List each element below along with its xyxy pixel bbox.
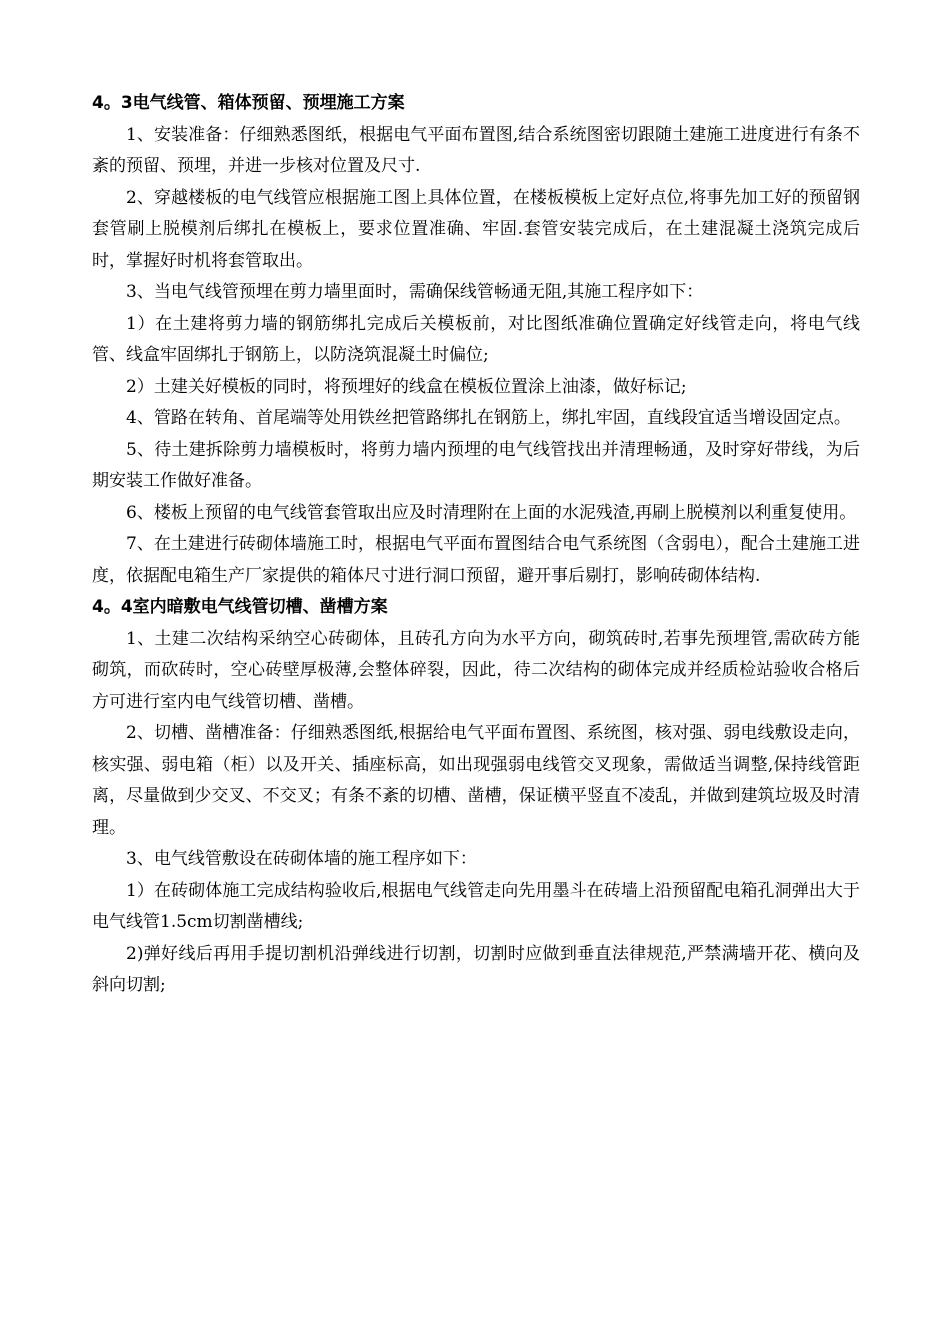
paragraph: 2、切槽、凿槽准备：仔细熟悉图纸,根据给电气平面布置图、系统图，核对强、弱电线敷设走向，核实强、弱电箱（柜）以及开关、插座标高，如出现强弱电线管交叉现象，需做适当调整,保持线管距离，尽量做到少交叉、不交叉；有条不紊的切槽、凿槽，保证横平竖直不凌乱，并做到建筑垃圾及时清理。	[92, 723, 860, 838]
paragraph: 1、土建二次结构采纳空心砖砌体，且砖孔方向为水平方向，砌筑砖时,若事先预埋管,需砍砖方能砌筑，而砍砖时，空心砖壁厚极薄,会整体碎裂，因此，待二次结构的砌体完成并经质检站验收合格后方可进行室内电气线管切槽、凿槽。	[92, 628, 860, 712]
document-page	[92, 88, 860, 1002]
paragraph: 2、穿越楼板的电气线管应根据施工图上具体位置，在楼板模板上定好点位,将事先加工好的预留钢套管刷上脱模剂后绑扎在模板上，要求位置准确、牢固.套管安装完成后，在土建混凝土浇筑完成后时，掌握好时机将套管取出。	[92, 187, 860, 271]
paragraph: 1）在土建将剪力墙的钢筋绑扎完成后关模板前，对比图纸准确位置确定好线管走向，将电气线管、线盒牢固绑扎于钢筋上，以防浇筑混凝土时偏位;	[92, 313, 860, 365]
paragraph: 2）土建关好模板的同时，将预埋好的线盒在模板位置涂上油漆，做好标记;	[126, 376, 687, 397]
section-heading: 4。4室内暗敷电气线管切槽、凿槽方案	[92, 597, 388, 617]
paragraph: 6、楼板上预留的电气线管套管取出应及时清理附在上面的水泥残渣,再刷上脱模剂以利重复使用。	[126, 502, 857, 523]
paragraph: 4、管路在转角、首尾端等处用铁丝把管路绑扎在钢筋上，绑扎牢固，直线段宜适当增设固定点。	[126, 408, 851, 428]
paragraph: 1）在砖砌体施工完成结构验收后,根据电气线管走向先用墨斗在砖墙上沿预留配电箱孔洞弹出大于电气线管1.5cm切割凿槽线;	[92, 880, 860, 932]
paragraph: 5、待土建拆除剪力墙模板时，将剪力墙内预埋的电气线管找出并清理畅通，及时穿好带线，为后期安装工作做好准备。	[92, 439, 860, 491]
paragraph: 1、安装准备：仔细熟悉图纸，根据电气平面布置图,结合系统图密切跟随土建施工进度进行有条不紊的预留、预埋，并进一步核对位置及尺寸.	[92, 124, 860, 176]
paragraph: 2)弹好线后再用手提切割机沿弹线进行切割，切割时应做到垂直法律规范,严禁满墙开花、横向及斜向切割;	[92, 943, 860, 995]
section-heading: 4。3电气线管、箱体预留、预埋施工方案	[92, 93, 405, 113]
paragraph: 7、在土建进行砖砌体墙施工时，根据电气平面布置图结合电气系统图（含弱电），配合土建施工进度，依据配电箱生产厂家提供的箱体尺寸进行洞口预留，避开事后剔打，影响砖砌体结构.	[92, 534, 860, 586]
paragraph: 3、当电气线管预埋在剪力墙里面时，需确保线管畅通无阻,其施工程序如下：	[126, 282, 704, 302]
paragraph: 3、电气线管敷设在砖砌体墙的施工程序如下：	[126, 849, 477, 869]
